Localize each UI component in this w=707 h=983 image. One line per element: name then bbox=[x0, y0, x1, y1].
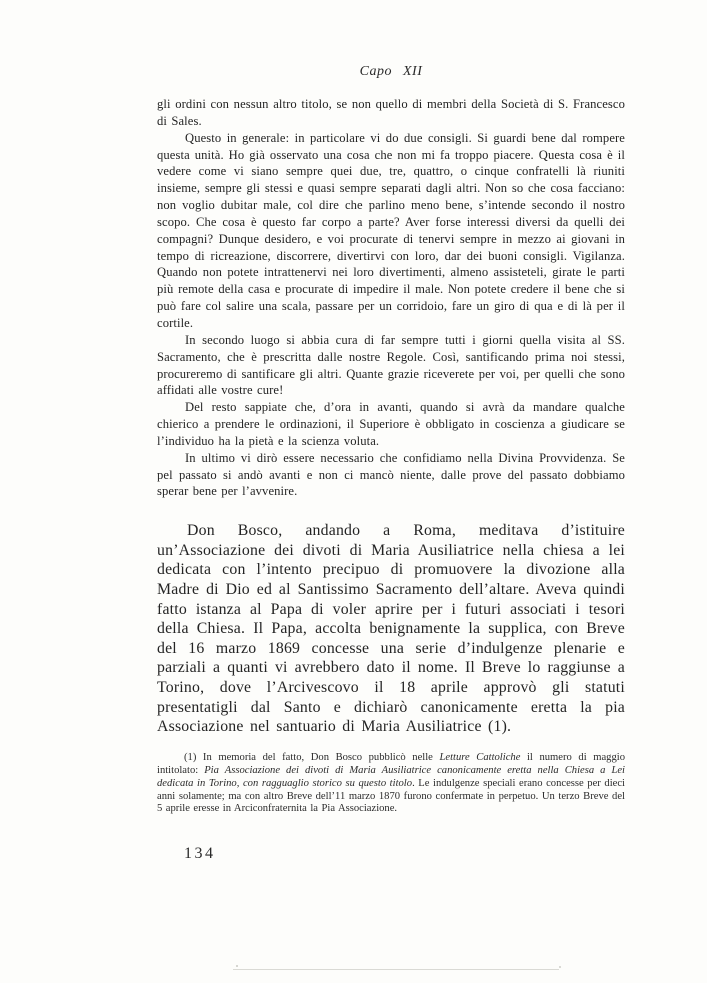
footnote bbox=[157, 752, 625, 817]
quote-section bbox=[157, 96, 625, 500]
text-column bbox=[157, 0, 625, 863]
quote-paragraph: In ultimo vi dirò essere necessario che confidiamo nella Divina Provvidenza. Se pel passato si andò avanti e non ci mancò niente, dalle prove del passato dobbiamo sperar bene per l’avvenire. bbox=[157, 450, 625, 499]
footnote-text-segment: Letture Cattoliche bbox=[439, 751, 521, 763]
footnote-text-segment: . Le indulgenze speciali erano concesse per dieci anni solamente; ma con altro Breve dell’11 marzo 1870 furono confermate in perpetuo. Un terzo Breve del 5 aprile eresse in Arciconfraternita la Pia Associazione. bbox=[157, 777, 625, 815]
quote-paragraph: gli ordini con nessun altro titolo, se non quello di membri della Società di S. Francesco di Sales. bbox=[157, 97, 625, 128]
footnote-text-segment: il numero di maggio intitolato: bbox=[157, 751, 625, 776]
quote-paragraph: Del resto sappiate che, d’ora in avanti, quando si avrà da mandare qualche chierico a prendere le ordinazioni, il Superiore è obbligato in coscienza a giudicare se l’individuo ha la pietà e la scienza voluta. bbox=[157, 400, 625, 448]
quote-paragraph: Questo in generale: in particolare vi do due consigli. Si guardi bene dal rompere questa unità. Ho già osservato una cosa che non mi fa troppo piacere. Questa cosa è il vedere come vi siano sempre quei due, tre, quattro, o cinque confratelli là riuniti insieme, sempre gli stessi e quasi sempre separati dagli altri. Non so che cosa facciano: non voglio dubitar male, col dire che parlino meno bene, s’intende secondo il nostro scopo. Che cosa è questo far corpo a parte? Aver forse interessi diversi da quelli dei compagni? Dunque desidero, e voi procurate di tenervi sempre in mezzo ai giovani in tempo di ricreazione, discorrere, divertirvi con loro, dar dei buoni consigli. Vigilanza. Quando non potete intrattenervi nei loro divertimenti, almeno assisteteli, girate le parti più remote della casa e procurate di impedire il male. Non potete credere il bene che si può fare col salire una scala, passare per un corridoio, fare un giro di qua e di là per il cortile. bbox=[157, 130, 625, 330]
page-number: 134 bbox=[184, 845, 216, 863]
main-paragraph: Don Bosco, andando a Roma, meditava d’istituire un’Associazione dei divoti di Maria Ausiliatrice nella chiesa a lei dedicata con l’intento precipuo di promuovere la divozione alla Madre di Dio ed al Santissimo Sacramento dell’altare. Aveva quindi fatto istanza al Papa di voler aprire per i futuri associati i tesori della Chiesa. Il Papa, accolta benignamente la supplica, con Breve del 16 marzo 1869 concesse una serie d’indulgenze plenarie e parziali a quanti vi avrebbero dato il nome. Il Breve lo raggiunse a Torino, dove l’Arcivescovo il 18 aprile approvò gli statuti presentatigli dal Santo e dichiarò canonicamente eretta la pia Associazione nel santuario di Maria Ausiliatrice (1). bbox=[157, 522, 625, 736]
footnote-text-segment: (1) In memoria del fatto, Don Bosco pubblicò nelle bbox=[184, 751, 440, 763]
scan-artifact-speck bbox=[559, 966, 561, 968]
scan-artifact-speck bbox=[236, 965, 238, 967]
chapter-header: Capo XII bbox=[359, 64, 423, 79]
quote-paragraph: In secondo luogo si abbia cura di far sempre tutti i giorni quella visita al SS. Sacramento, che è prescritta dalle nostre Regole. Così, santificando prima noi stessi, procureremo di santificare gli altri. Quante grazie riceverete per voi, per quelli che sono affidati alle vostre cure! bbox=[157, 332, 625, 398]
main-section bbox=[157, 521, 625, 737]
scan-artifact-line bbox=[233, 969, 559, 970]
footnote-text-segment: Pia Associazione dei divoti di Maria Ausiliatrice canonicamente eretta nella Chiesa a Lei dedicata in Torino, con ragguaglio storico su questo titolo bbox=[157, 764, 625, 789]
